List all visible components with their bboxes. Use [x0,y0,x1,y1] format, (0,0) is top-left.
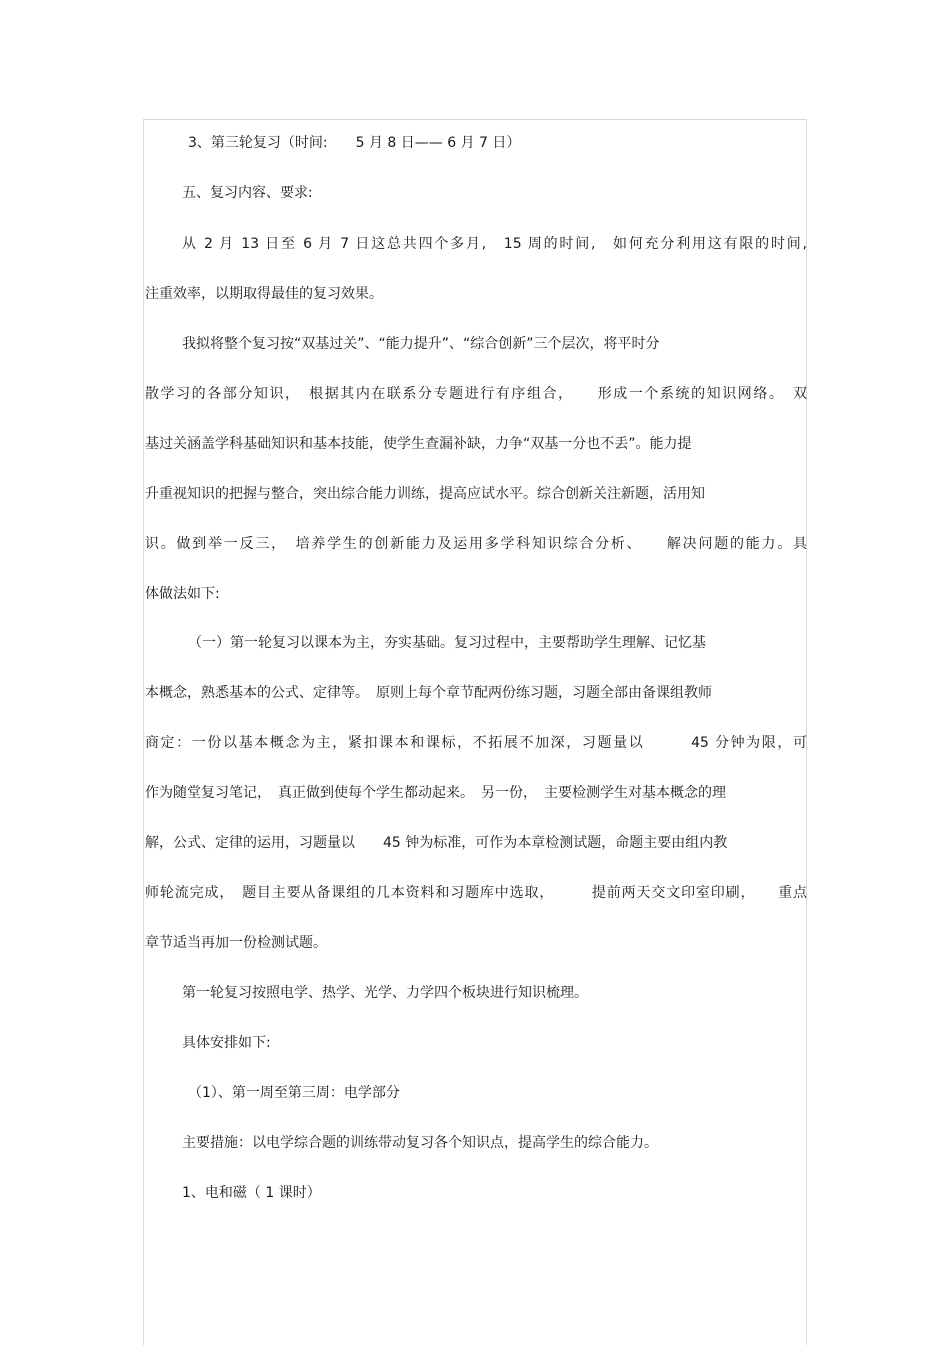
text-line-arrangement-heading: 具体安排如下: [182,1035,271,1051]
text-line-paragraph-2a: 我拟将整个复习按“双基过关”、“能力提升”、“综合创新”三个层次，将平时分 [182,336,660,352]
text-line-paragraph-3e: 解，公式、定律的运用，习题量以 45 钟为标准，可作为本章检测试题，命题主要由组内教 [145,835,728,851]
text-line-paragraph-2b: 散学习的各部分知识， 根据其内在联系分专题进行有序组合， 形成一个系统的知识网络。 双 [145,386,807,402]
text-line-paragraph-3f: 师轮流完成， 题目主要从备课组的几本资料和习题库中选取， 提前两天交文印室印刷， 重点 [145,885,807,901]
text-line-paragraph-1a: 从 2 月 13 日至 6 月 7 日这总共四个多月, 15 周的时间, 如何充分利用这有限的时间, [182,236,807,252]
text-line-section-five-heading: 五、复习内容、要求: [182,185,313,201]
text-line-weeks-electricity: （1）、第一周至第三周：电学部分 [188,1085,400,1101]
text-line-electricity-magnetism: 1、电和磁（ 1 课时） [182,1185,321,1201]
text-line-paragraph-2d: 升重视知识的把握与整合，突出综合能力训练，提高应试水平。综合创新关注新题，活用知 [145,486,705,502]
text-line-four-modules: 第一轮复习按照电学、热学、光学、力学四个板块进行知识梳理。 [182,985,588,1001]
text-line-paragraph-3c: 商定：一份以基本概念为主，紧扣课本和课标，不拓展不加深，习题量以 45 分钟为限，可 [145,735,807,751]
text-line-paragraph-2c: 基过关涵盖学科基础知识和基本技能，使学生查漏补缺，力争“双基一分也不丢”。能力提 [145,436,692,452]
text-line-third-round: 3、第三轮复习（时间: 5 月 8 日—— 6 月 7 日） [188,135,521,151]
text-line-main-measures: 主要措施：以电学综合题的训练带动复习各个知识点，提高学生的综合能力。 [182,1135,658,1151]
text-line-paragraph-3a: （一）第一轮复习以课本为主，夯实基础。复习过程中，主要帮助学生理解、记忆基 [188,635,706,651]
text-line-paragraph-2e: 识。做到举一反三， 培养学生的创新能力及运用多学科知识综合分析、 解决问题的能力。具 [145,536,807,552]
text-line-paragraph-2f: 体做法如下: [145,586,220,602]
text-line-paragraph-3d: 作为随堂复习笔记， 真正做到使每个学生都动起来。 另一份， 主要检测学生对基本概念的理 [145,785,726,801]
text-line-paragraph-3g: 章节适当再加一份检测试题。 [145,935,327,951]
text-line-paragraph-3b: 本概念，熟悉基本的公式、定律等。 原则上每个章节配两份练习题，习题全部由备课组教师 [145,685,712,701]
text-line-paragraph-1b: 注重效率，以期取得最佳的复习效果。 [145,286,383,302]
